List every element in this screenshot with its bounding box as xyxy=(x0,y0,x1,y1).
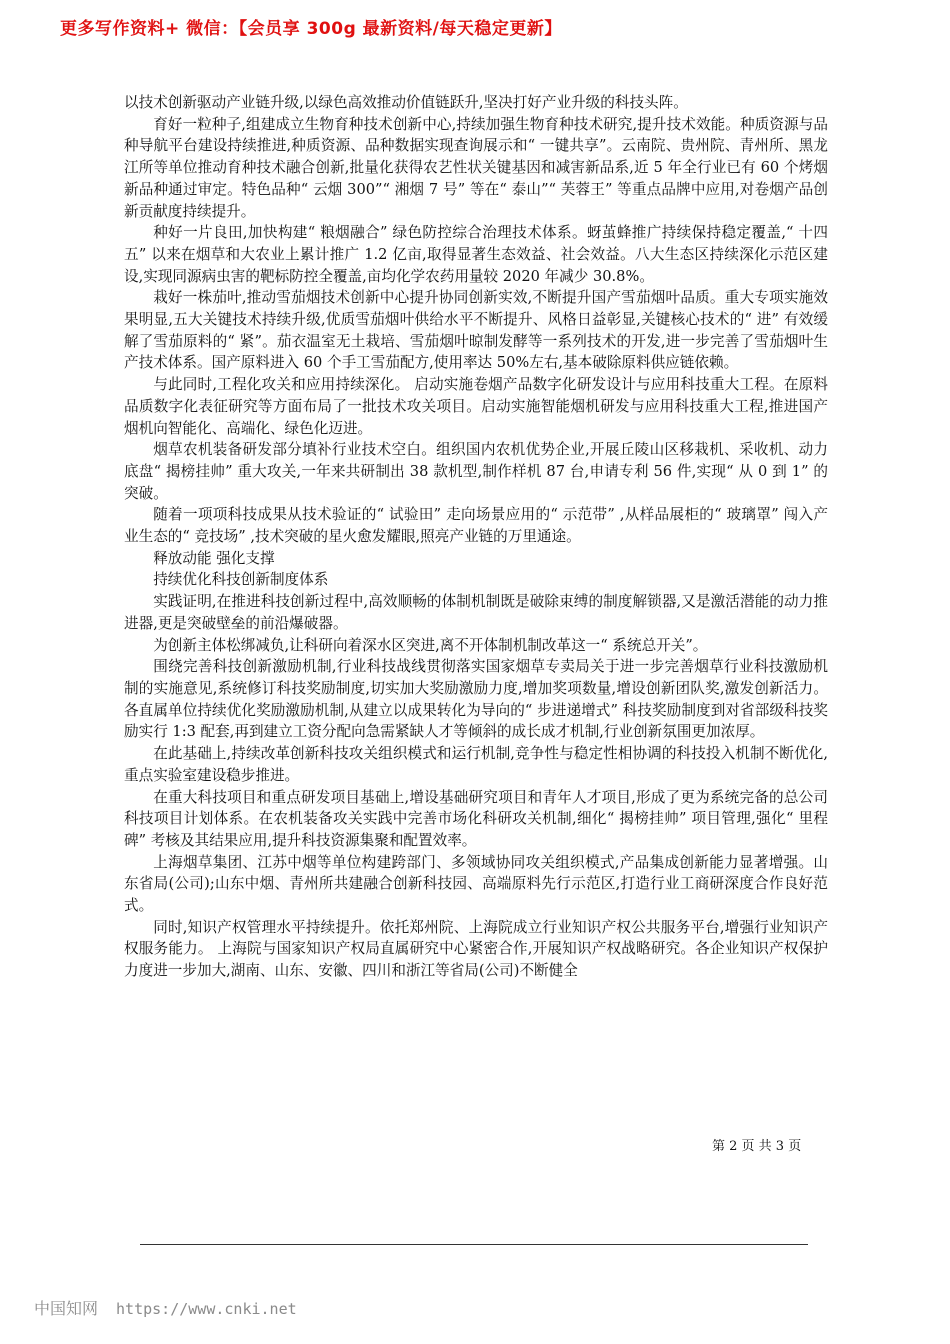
paragraph: 在重大科技项目和重点研发项目基础上,增设基础研究项目和青年人才项目,形成了更为系统完备的总公司科技项目计划体系。在农机装备攻关实践中完善市场化科研攻关机制,细化“ 揭榜挂帅” 项目管理,强化“ 里程碑” 考核及其结果应用,提升科技资源集聚和配置效率。 xyxy=(124,788,828,849)
paragraph: 围绕完善科技创新激励机制,行业科技战线贯彻落实国家烟草专卖局关于进一步完善烟草行业科技激励机制的实施意见,系统修订科技奖励制度,切实加大奖励激励力度,增加奖项数量,增设创新团队奖,激发创新活力。各直属单位持续优化奖励激励机制,从建立以成果转化为导向的“ 步进递增式” 科技奖励制度到对省部级科技奖励实行 1:3 配套,再到建立工资分配向急需紧缺人才等倾斜的成长成才机制,行业创新氛围更加浓厚。 xyxy=(124,658,828,741)
paragraph: 与此同时,工程化攻关和应用持续深化。 启动实施卷烟产品数字化研发设计与应用科技重大工程。在原料品质数字化表征研究等方面布局了一批技术攻关项目。启动实施智能烟机研发与应用科技重大工程,推进国产烟机向智能化、高端化、绿色化迈进。 xyxy=(124,376,828,437)
subsection-heading: 持续优化科技创新制度体系 xyxy=(153,571,329,589)
paragraph: 在此基础上,持续改革创新科技攻关组织模式和运行机制,竞争性与稳定性相协调的科技投入机制不断优化,重点实验室建设稳步推进。 xyxy=(124,745,828,784)
paragraph: 以技术创新驱动产业链升级,以绿色高效推动价值链跃升,坚决打好产业升级的科技头阵。 xyxy=(124,94,688,111)
paragraph: 实践证明,在推进科技创新过程中,高效顺畅的体制机制既是破除束缚的制度解锁器,又是激活潜能的动力推进器,更是突破壁垒的前沿爆破器。 xyxy=(124,593,828,632)
paragraph: 育好一粒种子,组建成立生物育种技术创新中心,持续加强生物育种技术研究,提升技术效能。种质资源与品种导航平台建设持续推进,种质资源、品种数据实现查询展示和“ 一键共享”。云南院、贵州院、青州所、黑龙江所等单位推动育种技术融合创新,批量化获得农艺性状关键基因和减害新品系,近 5 年全行业已有 60 个烤烟新品种通过审定。特色品种“ 云烟 300”“ 湘烟 7 号” 等在“ 泰山”“ 芙蓉王” 等重点品牌中应用,对卷烟产品创新贡献度持续提升。 xyxy=(124,115,828,220)
page-number: 第 2 页 共 3 页 xyxy=(712,1139,802,1154)
article-body xyxy=(124,92,828,982)
paragraph: 随着一项项科技成果从技术验证的“ 试验田” 走向场景应用的“ 示范带” ,从样品展柜的“ 玻璃罩” 闯入产业生态的“ 竞技场” ,技术突破的星火愈发耀眼,照亮产业链的万里通途。 xyxy=(124,506,828,546)
paragraph: 栽好一株茄叶,推动雪茄烟技术创新中心提升协同创新实效,不断提升国产雪茄烟叶品质。重大专项实施效果明显,五大关键技术持续升级,优质雪茄烟叶供给水平不断提升、风格日益彰显,关键核心技术的“ 进” 有效缓解了雪茄原料的“ 紧”。茄衣温室无土栽培、雪茄烟叶晾制发酵等一系列技术的开发,进一步完善了雪茄烟叶生产技术体系。国产原料进入 60 个手工雪茄配方,使用率达 50%左右,基本破除原料供应链依赖。 xyxy=(124,289,828,372)
watermark-url: https://www.cnki.net xyxy=(116,1300,297,1318)
section-heading: 释放动能 强化支撑 xyxy=(153,549,275,567)
paragraph: 上海烟草集团、江苏中烟等单位构建跨部门、多领域协同攻关组织模式,产品集成创新能力显著增强。山东省局(公司);山东中烟、青州所共建融合创新科技园、高端原料先行示范区,打造行业工商研深度合作良好范式。 xyxy=(124,853,828,915)
paragraph: 种好一片良田,加快构建“ 粮烟融合” 绿色防控综合治理技术体系。蚜茧蜂推广持续保持稳定覆盖,“ 十四五” 以来在烟草和大农业上累计推广 1.2 亿亩,取得显著生态效益、社会效益。八大生态区持续深化示范区建设,实现同源病虫害的靶标防控全覆盖,亩均化学农药用量较 2020 年减少 30.8%。 xyxy=(124,224,828,285)
watermark-site-name: 中国知网 xyxy=(34,1299,99,1318)
cnki-watermark xyxy=(34,1296,297,1319)
paragraph: 烟草农机装备研发部分填补行业技术空白。组织国内农机优势企业,开展丘陵山区移栽机、采收机、动力底盘“ 揭榜挂帅” 重大攻关,一年来共研制出 38 款机型,制作样机 87 台,申请专利 56 件,实现“ 从 0 到 1” 的突破。 xyxy=(124,441,828,502)
paragraph: 为创新主体松绑减负,让科研向着深水区突进,离不开体制机制改革这一“ 系统总开关”。 xyxy=(153,636,708,654)
promo-banner: 更多写作资料+ 微信：【会员享 300g 最新资料/每天稳定更新】 xyxy=(60,19,562,39)
footer-divider xyxy=(140,1244,808,1245)
paragraph: 同时,知识产权管理水平持续提升。依托郑州院、上海院成立行业知识产权公共服务平台,增强行业知识产权服务能力。 上海院与国家知识产权局直属研究中心紧密合作,开展知识产权战略研究。各企业知识产权保护力度进一步加大,湖南、山东、安徽、四川和浙江等省局(公司)不断健全 xyxy=(124,918,828,980)
